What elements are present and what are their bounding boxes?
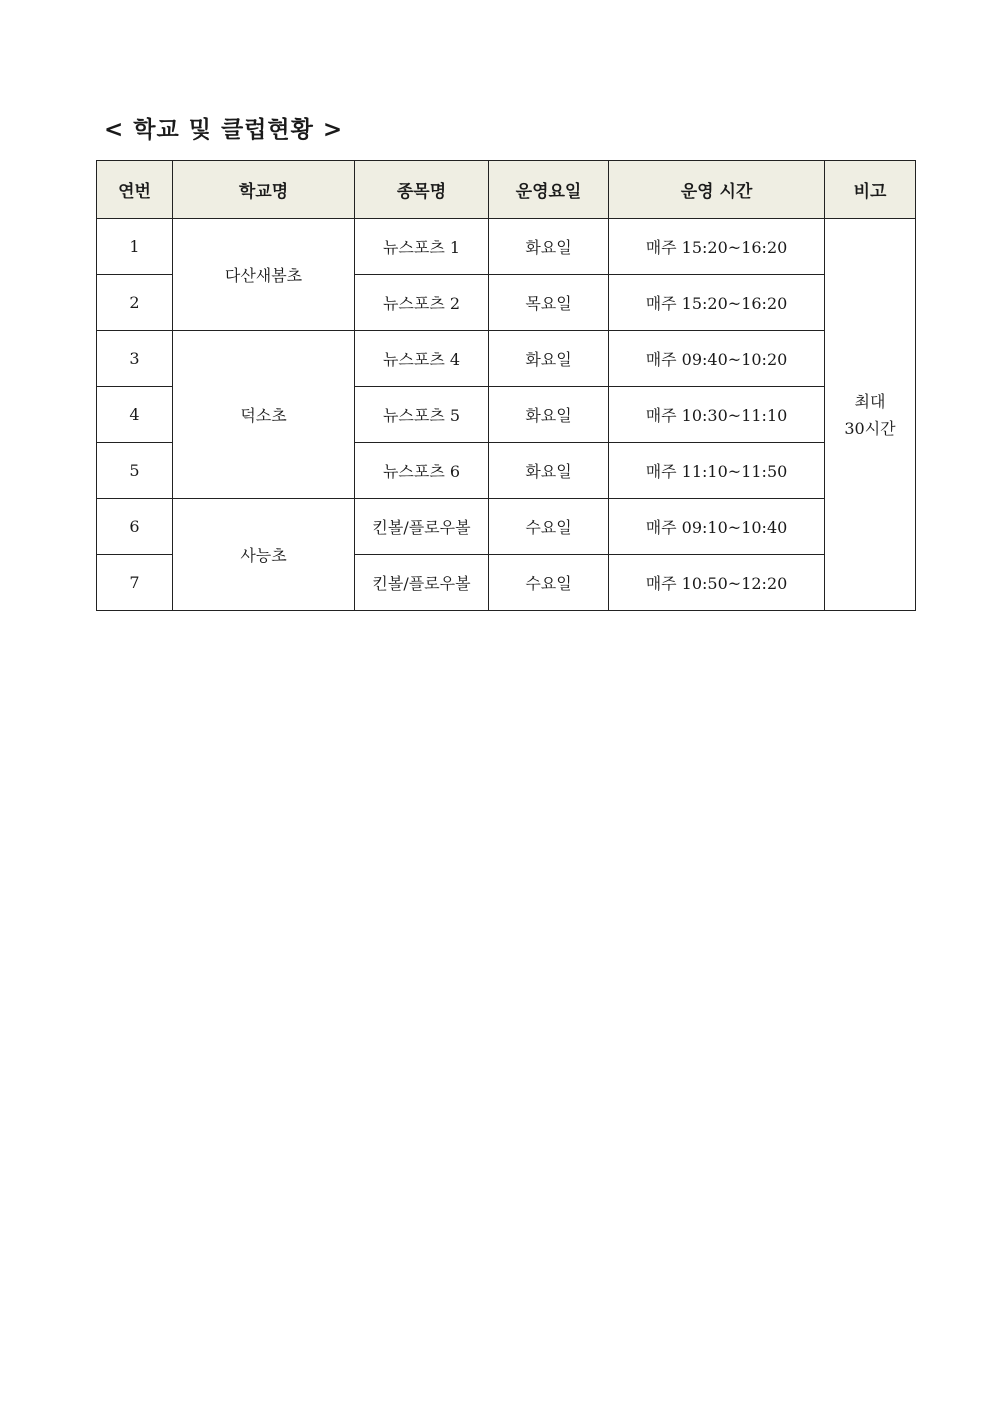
cell-no: 1 — [97, 219, 173, 275]
cell-sport: 뉴스포츠 5 — [355, 387, 489, 443]
cell-time: 매주 15:20~16:20 — [609, 219, 825, 275]
cell-no: 2 — [97, 275, 173, 331]
cell-no: 5 — [97, 443, 173, 499]
cell-day: 화요일 — [489, 219, 609, 275]
cell-time: 매주 09:10~10:40 — [609, 499, 825, 555]
header-no: 연번 — [97, 161, 173, 219]
cell-time: 매주 11:10~11:50 — [609, 443, 825, 499]
cell-day: 수요일 — [489, 555, 609, 611]
cell-time: 매주 10:50~12:20 — [609, 555, 825, 611]
cell-no: 3 — [97, 331, 173, 387]
cell-sport: 뉴스포츠 1 — [355, 219, 489, 275]
header-school: 학교명 — [173, 161, 355, 219]
cell-day: 목요일 — [489, 275, 609, 331]
cell-no: 7 — [97, 555, 173, 611]
header-sport: 종목명 — [355, 161, 489, 219]
note-line-2: 30시간 — [844, 418, 896, 438]
cell-school: 덕소초 — [173, 331, 355, 499]
cell-sport: 킨볼/플로우볼 — [355, 499, 489, 555]
cell-day: 화요일 — [489, 443, 609, 499]
header-note: 비고 — [825, 161, 916, 219]
cell-day: 수요일 — [489, 499, 609, 555]
cell-day: 화요일 — [489, 387, 609, 443]
cell-sport: 뉴스포츠 2 — [355, 275, 489, 331]
page-title: < 학교 및 클럽현황 > — [104, 116, 344, 143]
cell-time: 매주 10:30~11:10 — [609, 387, 825, 443]
header-time: 운영 시간 — [609, 161, 825, 219]
cell-sport: 뉴스포츠 6 — [355, 443, 489, 499]
cell-no: 4 — [97, 387, 173, 443]
cell-sport: 킨볼/플로우볼 — [355, 555, 489, 611]
cell-school: 사능초 — [173, 499, 355, 611]
cell-day: 화요일 — [489, 331, 609, 387]
header-day: 운영요일 — [489, 161, 609, 219]
cell-sport: 뉴스포츠 4 — [355, 331, 489, 387]
cell-school: 다산새봄초 — [173, 219, 355, 331]
cell-time: 매주 09:40~10:20 — [609, 331, 825, 387]
cell-no: 6 — [97, 499, 173, 555]
table-row — [97, 499, 916, 555]
table-row — [97, 331, 916, 387]
cell-note — [825, 219, 916, 611]
table-header-row — [97, 161, 916, 219]
note-line-1: 최대 — [854, 391, 886, 411]
cell-time: 매주 15:20~16:20 — [609, 275, 825, 331]
table-row — [97, 219, 916, 275]
club-status-table — [96, 160, 916, 611]
